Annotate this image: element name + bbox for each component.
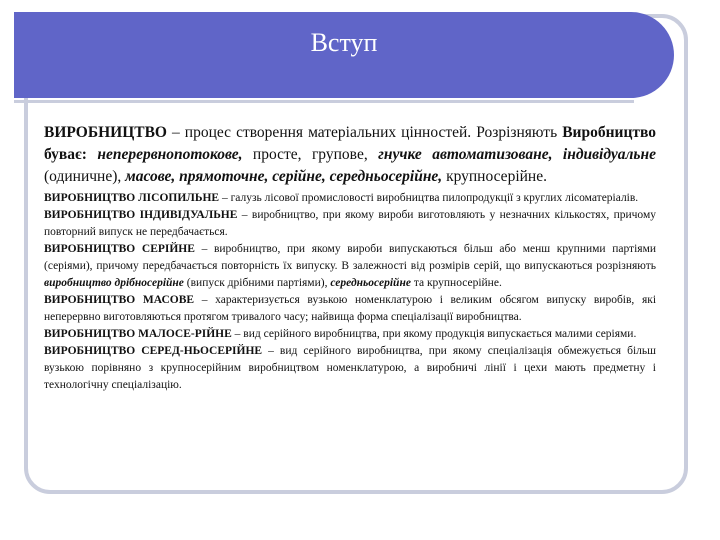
definition-text-3: та крупносерійне. — [410, 277, 502, 289]
slide-title: Вступ — [310, 28, 378, 57]
type-plain-1: просте, груповe, — [242, 146, 379, 163]
definition-text-2: (випуск дрібними партіями), — [183, 277, 331, 289]
definition-term: ВИРОБНИЦТВО СЕРІЙНЕ — [44, 243, 195, 255]
intro-text: – процес створення матеріальних цінностей. Розрізняють — [166, 124, 563, 141]
definition-term: ВИРОБНИЦТВО МАСОВЕ — [44, 294, 195, 306]
definition-term: ВИРОБНИЦТВО ІНДИВІДУАЛЬНЕ — [44, 209, 238, 221]
title-divider — [14, 100, 634, 103]
definition-text: – характеризується вузькою номенклатурою і великим обсягом випуску виробів, які неперервно виготовляються протягом тривалого часу; найвища форма спеціалізації виробництва. — [44, 294, 657, 323]
definition-individual — [44, 207, 656, 241]
definition-text: – вид серійного виробництва, при якому продукція випускається малими серіями. — [231, 328, 637, 340]
definition-text: – виробництво, при якому вироби випускаються більш або менш крупними партіями (серіями), причому передбачається повторність їх випуску. В залежності від розмірів серій, що випускаються розрізняють — [44, 243, 657, 272]
type-plain-3: крупносерійне. — [442, 168, 547, 185]
definition-text: – вид серійного виробництва, при якому спеціалізація обмежується більш вузькою порівняно з крупносерійним виробництвом номенклатурою, а виробничі лінії і цехи мають предметну і технологічну спеціалізацію. — [44, 345, 656, 391]
definition-term: ВИРОБНИЦТВО МАЛОСЕ-РІЙНЕ — [44, 328, 232, 340]
definition-sawmill — [44, 190, 656, 207]
definition-small-batch — [44, 326, 656, 343]
definition-text: – галузь лісової промисловості виробництва пилопродукції з круглих лісоматеріалів. — [219, 192, 639, 204]
emphasis-medium-batch: середньосерійне — [330, 277, 411, 289]
definition-term: ВИРОБНИЦТВО ЛІСОПИЛЬНЕ — [44, 192, 220, 204]
emphasis-small-batch: виробництво дрібносерійне — [44, 277, 184, 289]
definition-text: – виробництво, при якому вироби виготовляють у незначних кількостях, причому повторний випуск не передбачається. — [44, 209, 656, 238]
slide-content — [44, 122, 656, 394]
intro-term: ВИРОБНИЦТВО — [44, 124, 167, 141]
definition-mass — [44, 292, 656, 326]
type-mass-serial: масове, прямоточне, серійне, середньосерійне, — [125, 168, 443, 185]
type-continuous: неперервнопотокове, — [97, 146, 243, 163]
intro-paragraph — [44, 122, 656, 188]
intro-term-2: Виробництво буває: — [44, 124, 656, 163]
definition-serial — [44, 241, 656, 292]
definition-medium-batch — [44, 343, 656, 394]
definition-term: ВИРОБНИЦТВО СЕРЕД-НЬОСЕРІЙНЕ — [44, 345, 263, 357]
type-plain-2: (одиничне), — [44, 168, 126, 185]
type-flexible-individual: гнучке автоматизоване, індивідуальне — [378, 146, 656, 163]
